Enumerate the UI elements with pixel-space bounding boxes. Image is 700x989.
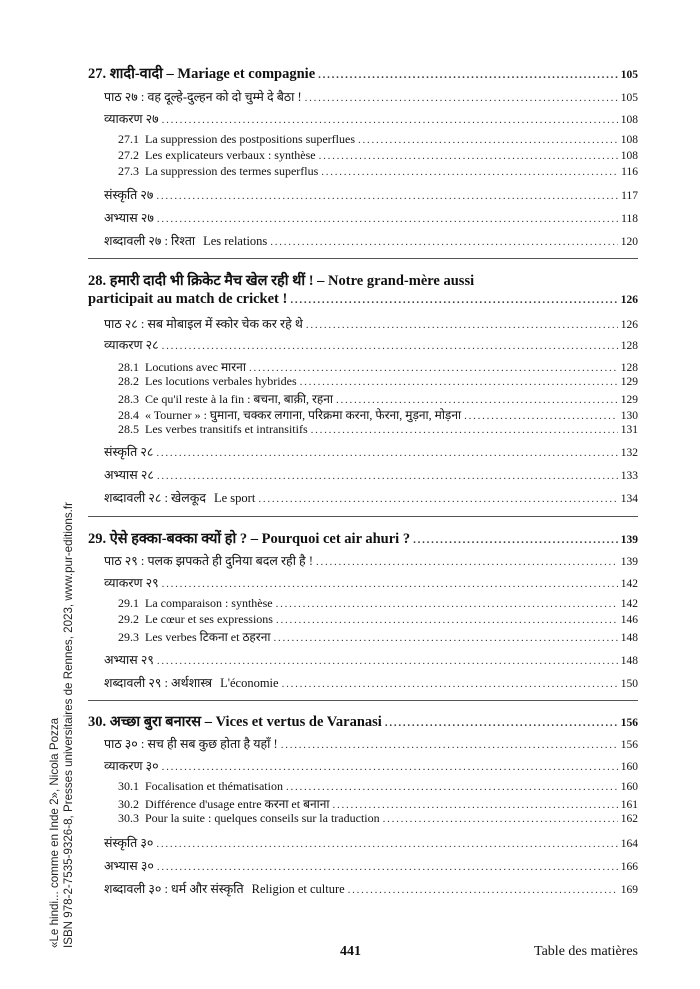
page-number: 150 xyxy=(620,678,638,690)
vocabulary-30[interactable]: शब्दावली ३० : धर्म और संस्कृति Religion et culture . . . 169 xyxy=(104,880,638,897)
page-number: 129 xyxy=(620,394,638,406)
page-number: 148 xyxy=(620,632,638,644)
section-28-1[interactable]: 28.1 Locutions avec मारना . . . 128 xyxy=(118,358,638,375)
page-number: 139 xyxy=(620,534,638,546)
footer-page-number: 441 xyxy=(340,944,361,959)
page-number: 160 xyxy=(620,781,638,793)
page-number: 142 xyxy=(620,598,638,610)
lesson-30[interactable]: पाठ ३० : सच ही सब कुछ होता है यहाँ ! . . . 156 xyxy=(104,735,638,752)
section-28-2[interactable]: 28.2 Les locutions verbales hybrides . . . 129 xyxy=(118,374,638,389)
grammar-27[interactable]: व्याकरण २७ . . . 108 xyxy=(104,110,638,127)
section-28-5[interactable]: 28.5 Les verbes transitifs et intransitifs . . . 131 xyxy=(118,422,638,437)
side-note-line-1: «Le hindi... comme en Inde 2», Nicola Pozza xyxy=(48,717,61,948)
exercises-30[interactable]: अभ्यास ३० . . . 166 xyxy=(104,857,638,874)
exercises-29[interactable]: अभ्यास २९ . . . 148 xyxy=(104,651,638,668)
chapter-28-title-line-1[interactable]: 28. हमारी दादी भी क्रिकेट मैच खेल रही थीं ! – Notre grand-mère aussi xyxy=(88,273,475,289)
grammar-29[interactable]: व्याकरण २९ . . . 142 xyxy=(104,574,638,591)
exercises-27[interactable]: अभ्यास २७ . . . 118 xyxy=(104,209,638,226)
section-29-2[interactable]: 29.2 Le cœur et ses expressions . . . 146 xyxy=(118,612,638,627)
exercises-28[interactable]: अभ्यास २८ . . . 133 xyxy=(104,466,638,483)
section-29-3[interactable]: 29.3 Les verbes टिकना et ठहरना . . . 148 xyxy=(118,628,638,645)
page-number: 105 xyxy=(620,92,638,104)
page-number: 162 xyxy=(620,813,638,825)
page-number: 108 xyxy=(620,114,638,126)
page-number: 161 xyxy=(620,799,638,811)
page-number: 129 xyxy=(620,376,638,388)
chapter-27-title[interactable]: 27. शादी-वादी – Mariage et compagnie . . . 105 xyxy=(88,63,638,83)
grammar-28[interactable]: व्याकरण २८ . . . 128 xyxy=(104,336,638,353)
page-number: 128 xyxy=(620,362,638,374)
vocabulary-29[interactable]: शब्दावली २९ : अर्थशास्त्र L'économie . . . 150 xyxy=(104,674,638,691)
page-number: 156 xyxy=(620,739,638,751)
page-number: 108 xyxy=(620,150,638,162)
divider xyxy=(88,258,638,259)
divider xyxy=(88,516,638,517)
page-number: 133 xyxy=(620,470,638,482)
page-number: 142 xyxy=(620,578,638,590)
section-30-2[interactable]: 30.2 Différence d'usage entre करना et बनाना . . . 161 xyxy=(118,795,638,812)
culture-28[interactable]: संस्कृति २८ . . . 132 xyxy=(104,443,638,460)
page-number: 166 xyxy=(620,861,638,873)
section-27-1[interactable]: 27.1 La suppression des postpositions superflues . . . 108 xyxy=(118,132,638,147)
section-30-1[interactable]: 30.1 Focalisation et thématisation . . . 160 xyxy=(118,779,638,794)
page-number: 116 xyxy=(621,166,638,178)
page-number: 108 xyxy=(620,134,638,146)
section-27-3[interactable]: 27.3 La suppression des termes superflus . . . 116 xyxy=(118,164,638,179)
page-number: 118 xyxy=(621,213,638,225)
page-number: 139 xyxy=(620,556,638,568)
lesson-28[interactable]: पाठ २८ : सब मोबाइल में स्कोर चेक कर रहे थे . . . 126 xyxy=(104,315,638,332)
page-number: 164 xyxy=(620,838,638,850)
page-number: 128 xyxy=(620,340,638,352)
section-27-2[interactable]: 27.2 Les explicateurs verbaux : synthèse . . . 108 xyxy=(118,148,638,163)
chapter-29-title[interactable]: 29. ऐसे हक्का-बक्का क्यों हो ? – Pourquoi cet air ahuri ? . . . 139 xyxy=(88,528,638,548)
vocabulary-28[interactable]: शब्दावली २८ : खेलकूद Le sport . . . 134 xyxy=(104,489,638,506)
page-number: 105 xyxy=(620,69,638,81)
page-number: 126 xyxy=(620,319,638,331)
culture-30[interactable]: संस्कृति ३० . . . 164 xyxy=(104,834,638,851)
divider xyxy=(88,700,638,701)
section-30-3[interactable]: 30.3 Pour la suite : quelques conseils sur la traduction . . . 162 xyxy=(118,811,638,826)
footer-section-title: Table des matières xyxy=(534,944,638,959)
page-number: 131 xyxy=(620,424,638,436)
page-number: 156 xyxy=(620,717,638,729)
lesson-29[interactable]: पाठ २९ : पलक झपकते ही दुनिया बदल रही है ! . . . 139 xyxy=(104,552,638,569)
page-number: 117 xyxy=(621,190,638,202)
page-number: 126 xyxy=(620,294,638,306)
chapter-30-title[interactable]: 30. अच्छा बुरा बनारस – Vices et vertus de Varanasi . . . 156 xyxy=(88,711,638,731)
section-29-1[interactable]: 29.1 La comparaison : synthèse . . . 142 xyxy=(118,596,638,611)
page-number: 132 xyxy=(620,447,638,459)
page-number: 160 xyxy=(620,761,638,773)
vocabulary-27[interactable]: शब्दावली २७ : रिश्ता Les relations . . . 120 xyxy=(104,232,638,249)
page-number: 120 xyxy=(620,236,638,248)
section-28-4[interactable]: 28.4 « Tourner » : घुमाना, चक्कर लगाना, परिक्रमा करना, फेरना, मुड़ना, मोड़ना . . . 130 xyxy=(118,406,638,423)
page-number: 130 xyxy=(620,410,638,422)
page-number: 169 xyxy=(620,884,638,896)
chapter-28-title-line-2[interactable]: participait au match de cricket ! . . . 126 xyxy=(88,291,638,308)
page-number: 146 xyxy=(620,614,638,626)
side-note-line-2: ISBN 978-2-7535-9326-8, Presses universitaires de Rennes, 2023, www.pur-editions.fr xyxy=(61,502,75,948)
page-number: 148 xyxy=(620,655,638,667)
culture-27[interactable]: संस्कृति २७ . . . 117 xyxy=(104,186,638,203)
section-28-3[interactable]: 28.3 Ce qu'il reste à la fin : बचना, बाक़ी, रहना . . . 129 xyxy=(118,390,638,407)
grammar-30[interactable]: व्याकरण ३० . . . 160 xyxy=(104,757,638,774)
page-number: 134 xyxy=(620,493,638,505)
lesson-27[interactable]: पाठ २७ : वह दूल्हे-दुल्हन को दो चुम्मे दे बैठा ! . . . 105 xyxy=(104,88,638,105)
